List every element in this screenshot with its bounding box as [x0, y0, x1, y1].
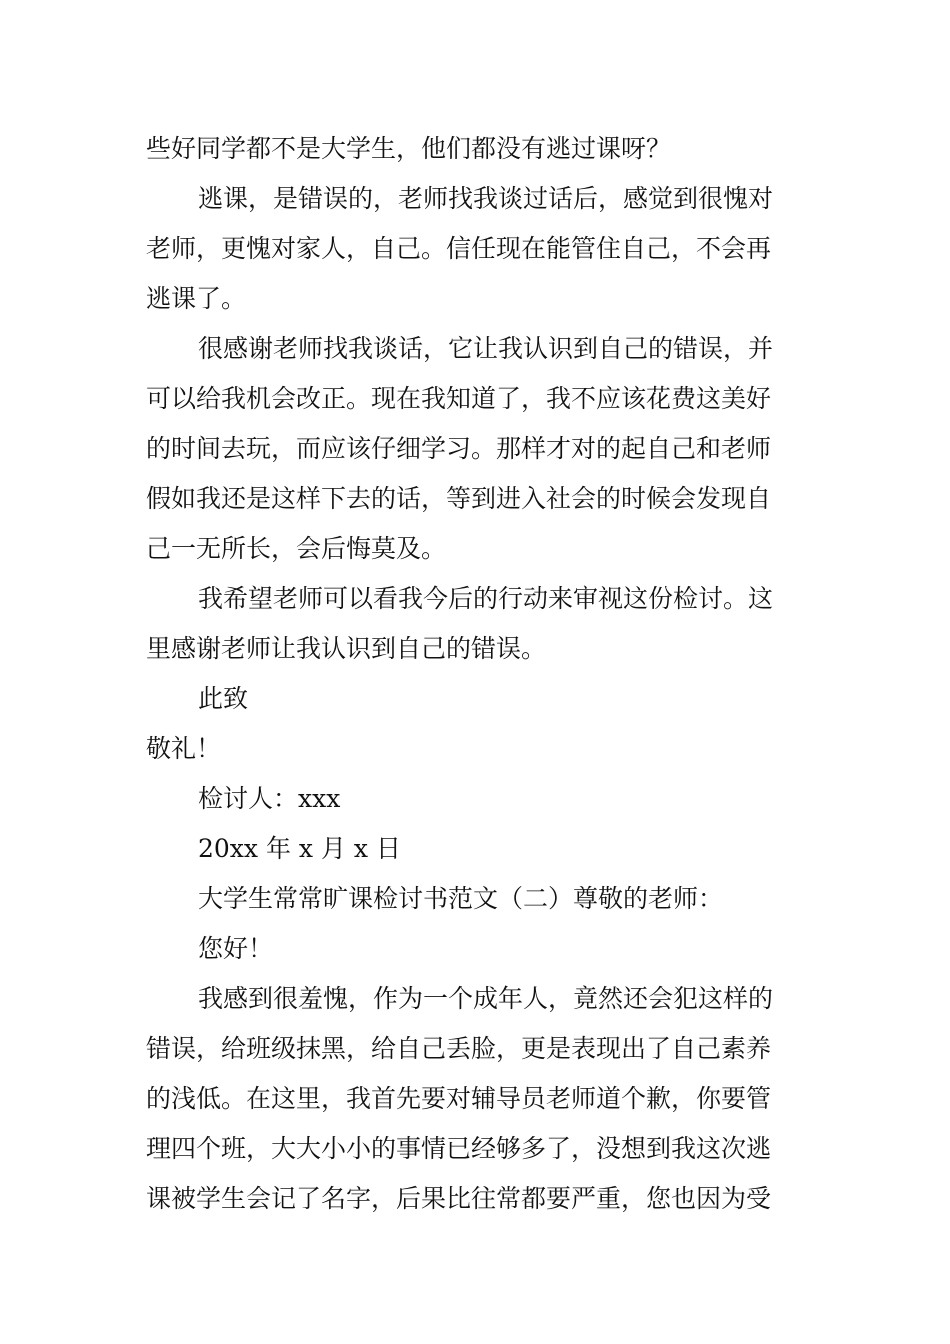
- greeting-line: 您好！: [198, 934, 274, 963]
- text-line: 课被学生会记了名字，后果比往常都要严重，您也因为受: [146, 1184, 772, 1213]
- text-line: 错误，给班级抹黑，给自己丢脸，更是表现出了自己素养: [146, 1034, 772, 1063]
- text-line: 理四个班，大大小小的事情已经够多了，没想到我这次逃: [146, 1134, 772, 1163]
- text-line: 逃课了。: [146, 284, 247, 313]
- signature-line: 检讨人：xxx: [198, 784, 341, 813]
- document-body: [146, 124, 806, 1224]
- text-line: 可以给我机会改正。现在我知道了，我不应该花费这美好: [146, 384, 772, 413]
- text-line: 很感谢老师找我谈话，它让我认识到自己的错误，并: [198, 334, 774, 363]
- text-line: 逃课，是错误的，老师找我谈过话后，感觉到很愧对: [198, 184, 774, 213]
- text-line: 己一无所长，会后悔莫及。: [146, 534, 447, 563]
- text-line: 里感谢老师让我认识到自己的错误。: [146, 634, 547, 663]
- date-line: 20xx 年 x 月 x 日: [198, 834, 401, 863]
- text-line: 我希望老师可以看我今后的行动来审视这份检讨。这: [198, 584, 774, 613]
- section-heading: 大学生常常旷课检讨书范文（二）尊敬的老师：: [198, 884, 724, 913]
- text-line: 的浅低。在这里，我首先要对辅导员老师道个歉，你要管: [146, 1084, 772, 1113]
- salutation-line: 此致: [198, 684, 249, 713]
- text-line: 老师，更愧对家人，自己。信任现在能管住自己，不会再: [146, 234, 772, 263]
- text-line: 假如我还是这样下去的话，等到进入社会的时候会发现自: [146, 484, 772, 513]
- text-line: 我感到很羞愧，作为一个成年人，竟然还会犯这样的: [198, 984, 774, 1013]
- text-line: 些好同学都不是大学生，他们都没有逃过课呀？: [146, 134, 672, 163]
- text-line: 的时间去玩，而应该仔细学习。那样才对的起自己和老师: [146, 434, 772, 463]
- salutation-line: 敬礼！: [146, 734, 222, 763]
